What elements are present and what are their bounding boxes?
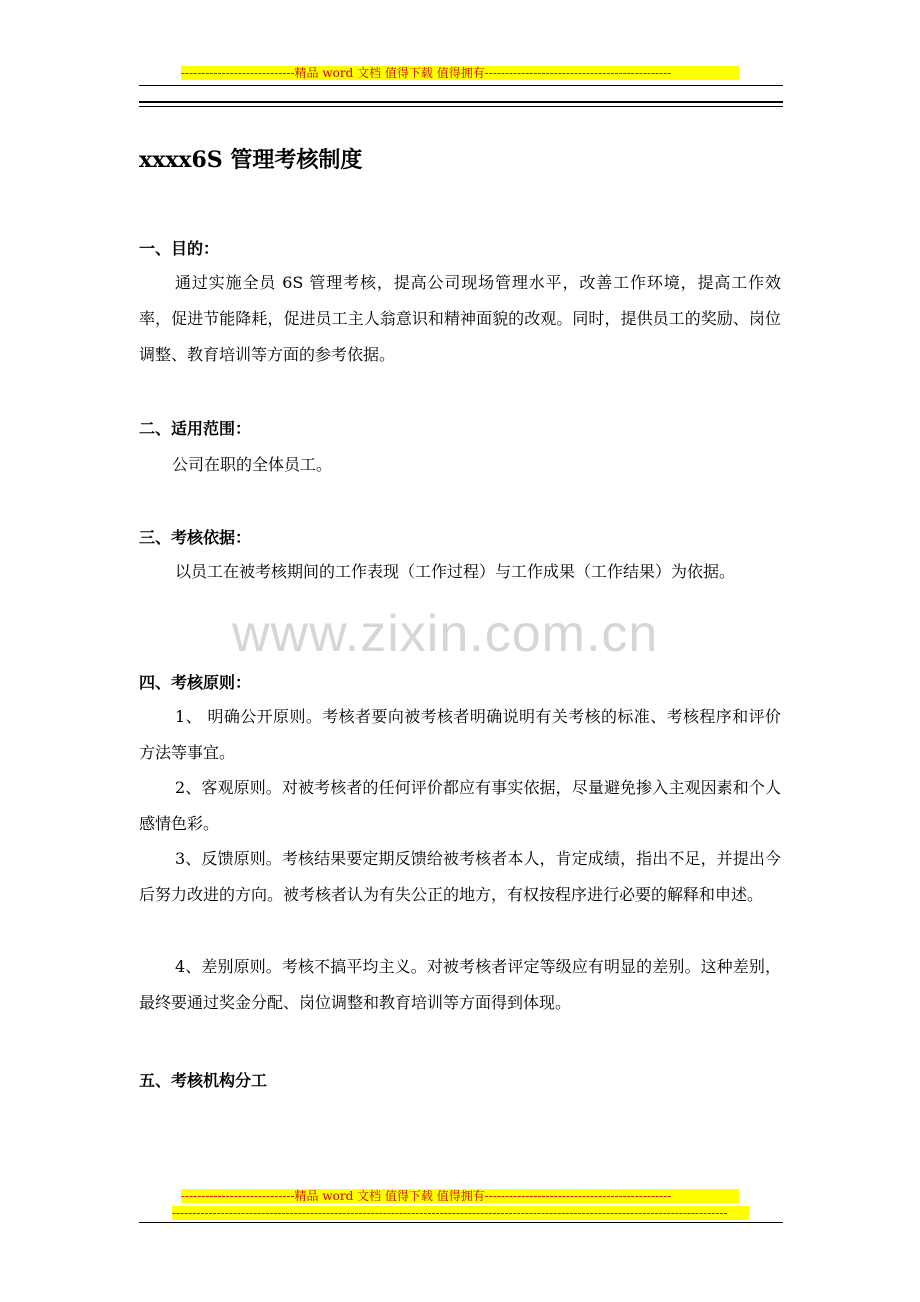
header-rule-double-top: [139, 101, 783, 103]
footer-rule: [139, 1222, 783, 1223]
footer-banner-dashes: -----------------------------------------------------------------------------------------------------------------------------------------: [172, 1206, 749, 1220]
principle-item: 4、差别原则。考核不搞平均主义。对被考核者评定等级应有明显的差别。这种差别，最终要通过奖金分配、岗位调整和教育培训等方面得到体现。: [139, 957, 781, 1012]
section-heading-purpose: 一、目的：: [139, 239, 220, 258]
document-title: xxxx6S 管理考核制度: [139, 147, 363, 173]
section-heading-scope: 二、适用范围：: [139, 419, 252, 438]
header-rule-double-bottom: [139, 106, 783, 107]
section-paragraph-scope: 公司在职的全体员工。: [172, 455, 333, 474]
principle-item: 3、反馈原则。考核结果要定期反馈给被考核者本人，肯定成绩，指出不足，并提出今后努力改进的方向。被考核者认为有失公正的地方，有权按程序进行必要的解释和申述。: [139, 849, 781, 904]
footer-banner: ----------------------------精品 word 文档 值得下载 值得拥有----------------------------------------------: [181, 1189, 739, 1203]
section-heading-principles: 四、考核原则：: [139, 673, 252, 692]
principle-item: 2、客观原则。对被考核者的任何评价都应有事实依据，尽量避免掺入主观因素和个人感情色彩。: [139, 778, 781, 833]
section-paragraph-purpose: 通过实施全员 6S 管理考核，提高公司现场管理水平，改善工作环境，提高工作效率，促进节能降耗，促进员工主人翁意识和精神面貌的改观。同时，提供员工的奖励、岗位调整、教育培训等方面的参考依据。: [139, 273, 781, 364]
watermark: www.zixin.com.cn: [232, 605, 659, 663]
section-heading-basis: 三、考核依据：: [139, 528, 252, 547]
header-rule-thin: [139, 85, 783, 86]
section-heading-organization: 五、考核机构分工: [139, 1071, 268, 1090]
header-banner: ----------------------------精品 word 文档 值得下载 值得拥有----------------------------------------------: [181, 66, 739, 80]
section-paragraph-basis: 以员工在被考核期间的工作表现（工作过程）与工作成果（工作结果）为依据。: [175, 562, 736, 581]
principle-item: 1、 明确公开原则。考核者要向被考核者明确说明有关考核的标准、考核程序和评价方法等事宜。: [139, 707, 781, 762]
